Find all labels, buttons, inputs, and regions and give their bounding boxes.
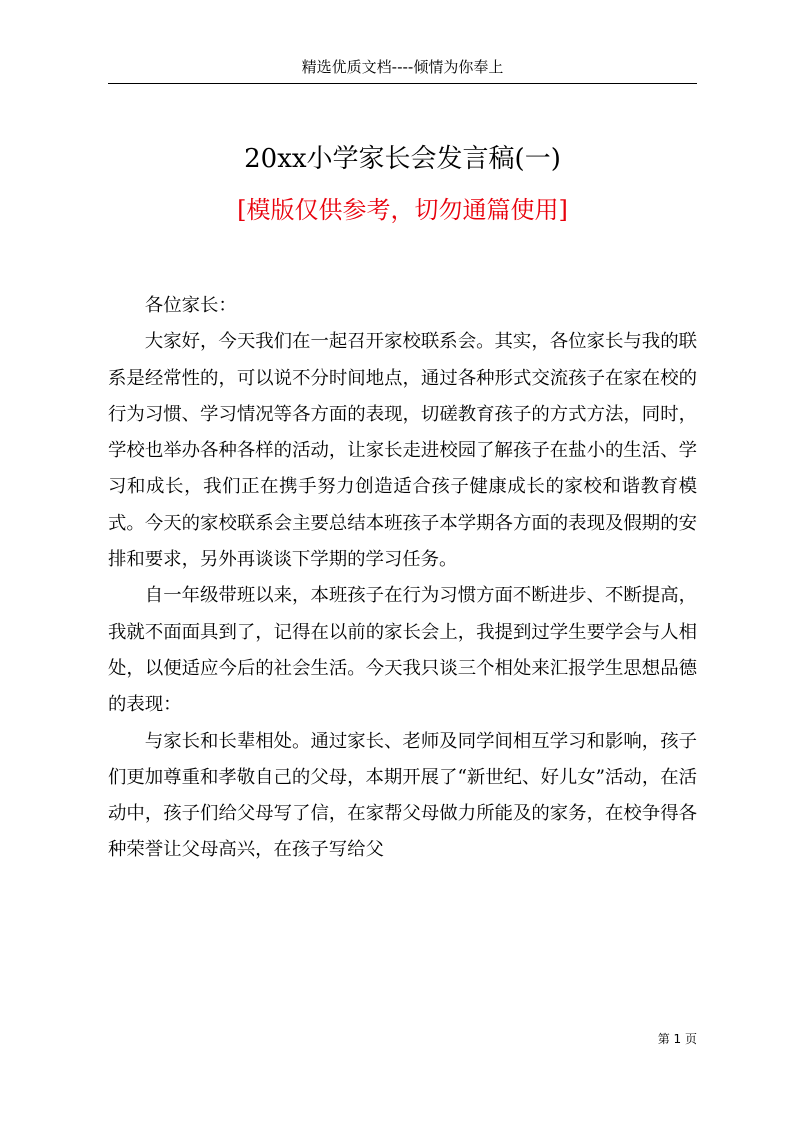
paragraph-3: 与家长和长辈相处。通过家长、老师及同学间相互学习和影响，孩子们更加尊重和孝敬自己的父母，本期开展了“新世纪、好儿女”活动，在活动中，孩子们给父母写了信，在家帮父母做力所能及的家务，在校争得各种荣誉让父母高兴，在孩子写给父 (108, 730, 697, 861)
document-title: 20xx小学家长会发言稿(一) (244, 144, 561, 174)
page-number: 第 1 页 (657, 1032, 697, 1046)
paragraph-1: 大家好，今天我们在一起召开家校联系会。其实，各位家长与我的联系是经常性的，可以说不分时间地点，通过各种形式交流孩子在家在校的行为习惯、学习情况等各方面的表现，切磋教育孩子的方式方法，同时，学校也举办各种各样的活动，让家长走进校园了解孩子在盐小的生活、学习和成长，我们正在携手努力创造适合孩子健康成长的家校和谐教育模式。今天的家校联系会主要总结本班孩子本学期各方面的表现及假期的安排和要求，另外再谈谈下学期的学习任务。 (108, 331, 697, 571)
paragraph-2: 自一年级带班以来，本班孩子在行为习惯方面不断进步、不断提高，我就不面面具到了，记得在以前的家长会上，我提到过学生要学会与人相处，以便适应今后的社会生活。今天我只谈三个相处来汇报学生思想品德的表现： (108, 585, 697, 716)
document-subtitle: [模版仅供参考，切勿通篇使用] (237, 196, 568, 224)
document-body (108, 288, 697, 869)
page-header: 精选优质文档----倾情为你奉上 (301, 58, 504, 76)
salutation: 各位家长： (144, 295, 237, 316)
header-divider (108, 83, 697, 84)
